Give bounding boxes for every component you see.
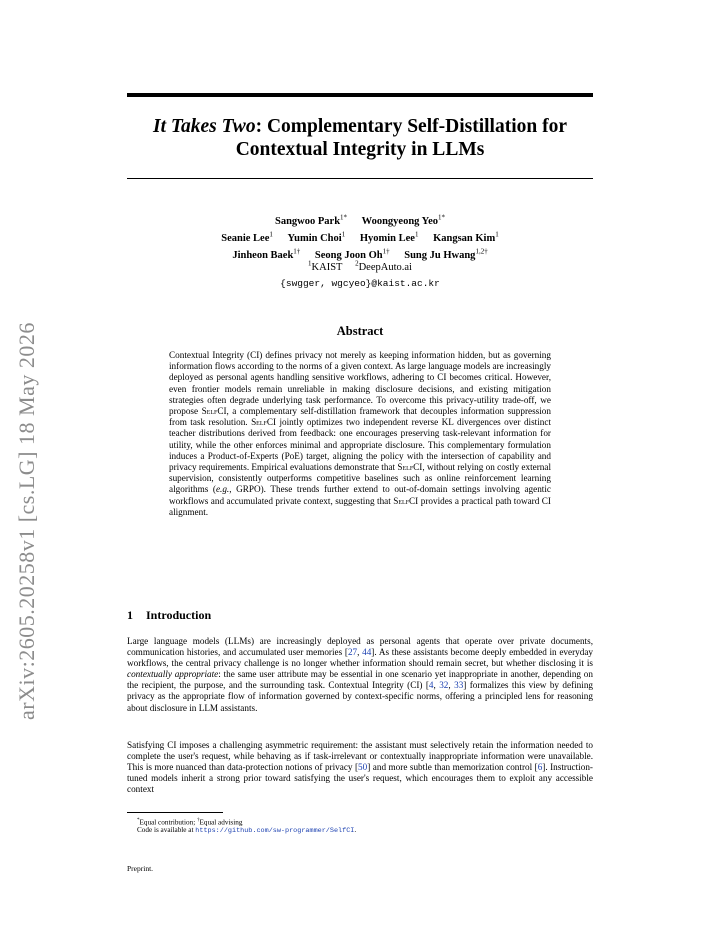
preprint-label: Preprint.: [127, 864, 154, 873]
author: Jinheon Baek$^{1\dagger}$: [232, 247, 301, 261]
citation-link[interactable]: 44: [362, 647, 372, 658]
footnote-code: Code is available at https://github.com/sw-programmer/SelfCI.: [137, 826, 357, 835]
author: Seanie Lee$^1$: [221, 230, 273, 244]
intro-paragraph-1: Large language models (LLMs) are increasingly deployed as personal agents that operate over private documents, communication histories, and accumulated user memories [27, 44]. As these assistants become deeply embedded in everyday workflows, the central privacy challenge is no longer whether information should remain secret, but whether disclosing it is contextually appropriate: the same user attribute may be essential in one scenario yet inappropriate in another, depending on the recipient, the purpose, and the surrounding task. Contextual Integrity (CI) [4, 32, 33] formalizes this view by defining privacy as the appropriate flow of information governed by context-specific norms, offering a principled lens for reasoning about disclosure in LLM assistants.: [127, 636, 594, 713]
arxiv-side-stamp: arXiv:2605.20258v1 [cs.LG] 18 May 2026: [14, 322, 39, 720]
title-bottom-rule: [127, 178, 593, 179]
citation-link[interactable]: 4: [428, 680, 434, 691]
footnote-rule: [127, 812, 223, 813]
author-email: {swgger, wgcyeo}@kaist.ac.kr: [280, 278, 440, 289]
citation-link[interactable]: 27: [347, 647, 358, 658]
author: Sung Ju Hwang$^{1,2\dagger}$: [404, 247, 488, 261]
affiliations: [127, 259, 593, 273]
affiliation: $^2$DeepAuto.ai: [355, 259, 412, 273]
abstract-body: Contextual Integrity (CI) defines privacy not merely as keeping information hidden, but as governing information flows according to the norms of a given context. As large language models are increasingly deployed as personal agents handling sensitive workflows, adhering to CI becomes critical. However, even frontier models remain unreliable in making disclosure decisions, and existing mitigation strategies often degrade underlying task performance. To overcome this privacy-utility trade-off, we propose SelfCI, a complementary self-distillation framework that decouples information suppression from task resolution. SelfCI jointly optimizes two independent reverse KL divergences over distinct teacher distributions derived from feedback: one encourages preserving task-relevant information for utility, while the other enforces minimal and appropriate disclosure. This complementary formulation induces a Product-of-Experts (PoE) target, aligning the policy with the intersection of capability and privacy requirements. Empirical evaluations demonstrate that SelfCI, without relying on costly external supervision, consistently outperforms competitive baselines such as online reinforcement learning algorithms (e.g., GRPO). These trends further extend to out-of-domain settings involving agentic workflows and accumulated private context, suggesting that SelfCI provides a practical path toward CI alignment.: [169, 350, 551, 517]
author: Sangwoo Park$^{1*}$: [274, 213, 348, 227]
citation-link[interactable]: 50: [358, 762, 368, 773]
footnote-contribution: *Equal contribution; †Equal advising: [137, 818, 243, 827]
author: Woongyeong Yeo$^{1*}$: [361, 213, 445, 227]
affiliation: $^1$KAIST: [308, 259, 343, 273]
paper-title: [127, 115, 593, 161]
abstract-heading: Abstract: [336, 324, 384, 338]
author: Seong Joon $Oh^{1\dagger}$: [314, 247, 390, 261]
author: Hyomin Lee$^1$: [359, 230, 419, 244]
author-row-2: [127, 228, 593, 245]
author-row-1: [127, 211, 593, 228]
intro-paragraph-2: Satisfying CI imposes a challenging asymmetric requirement: the assistant must selectively retain the information needed to complete the user's request, while behaving as if task-irrelevant or contextually inappropriate information were unavailable. This is more nuanced than data-protection notions of privacy [50] and more subtle than memorization control [6]. Instruction-tuned models inherit a strong prior toward satisfying the user's request, which encourages them to exploit any accessible context: [127, 740, 593, 795]
code-url-link[interactable]: https://github.com/sw-programmer/SelfCI: [195, 827, 355, 835]
citation-link[interactable]: 6: [537, 762, 543, 773]
author: Kangsan Kim$^1$: [433, 230, 499, 244]
title-top-rule: [127, 93, 593, 97]
section-heading: 1 Introduction: [127, 608, 212, 622]
author-list: [127, 211, 593, 262]
author: Yumin Choi$^1$: [287, 230, 346, 244]
title-rest: : Complementary Self-Distillation for: [255, 116, 567, 137]
citation-link[interactable]: 32: [439, 680, 449, 691]
title-italic: It Takes Two: [153, 116, 256, 137]
citation-link[interactable]: 33: [454, 680, 464, 691]
title-line2: Contextual Integrity in LLMs: [235, 139, 485, 160]
